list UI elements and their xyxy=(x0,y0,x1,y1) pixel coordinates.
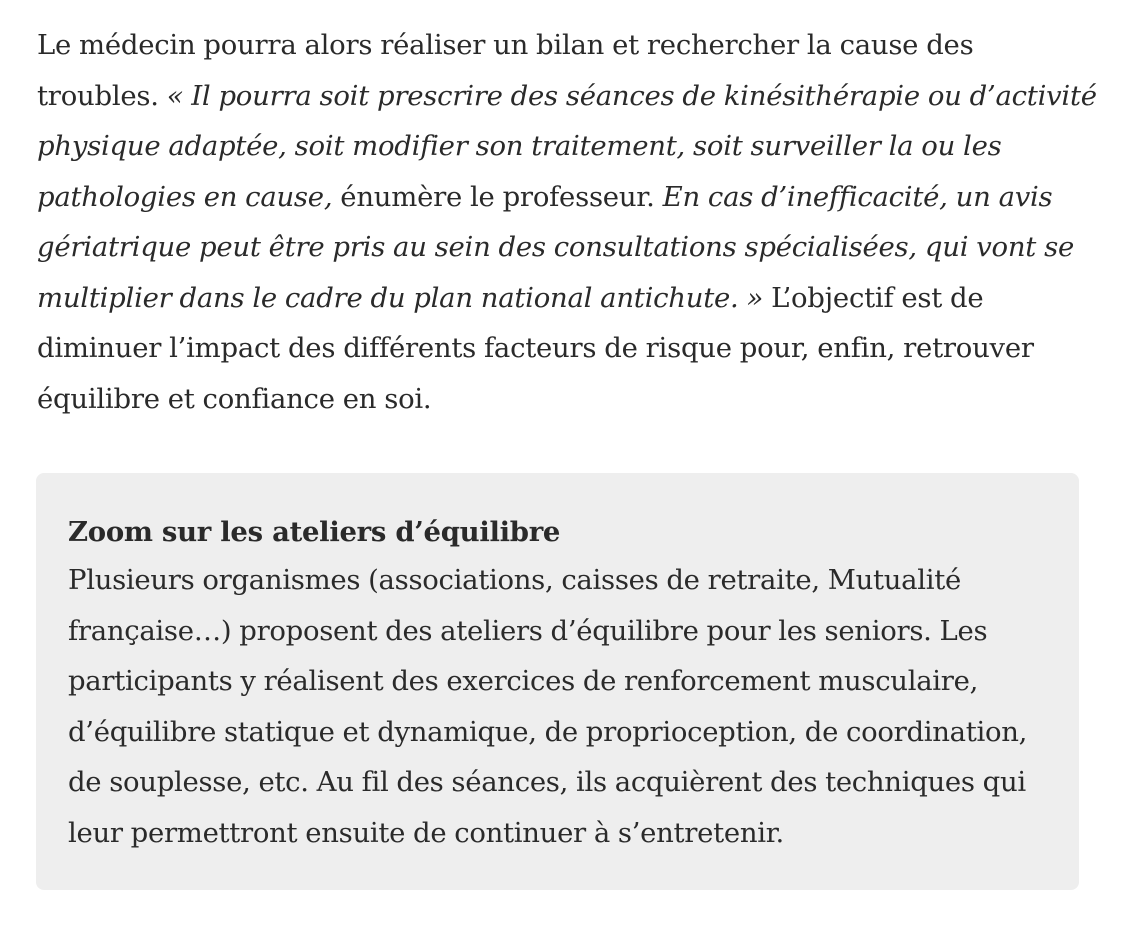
quote-1: « Il pourra soit prescrire des séances de kinésithérapie ou d’activité physique adaptée, soit modifier son traitement, soit surveiller la ou les pathologies en cause, xyxy=(37,79,1097,213)
quote-2: En cas d’inefficacité, un avis gériatrique peut être pris au sein des consultations spécialisées, qui vont se multiplier dans le cadre du plan national antichute. » xyxy=(37,180,1074,314)
paragraph-text-1: Le médecin pourra alors réaliser un bilan et rechercher la cause des troubles. xyxy=(37,29,974,112)
info-box-text: Plusieurs organismes (associations, caisses de retraite, Mutualité française…) proposent des ateliers d’équilibre pour les seniors. Les participants y réalisent des exercices de renforcement musculaire, d’équilibre statique et dynamique, de proprioception, de coordination, de souplesse, etc. Au fil des séances, ils acquièrent des techniques qui leur permettront ensuite de continuer à s’entretenir. xyxy=(68,564,1028,849)
info-box xyxy=(36,473,1079,890)
paragraph-text-3: L’objectif est de diminuer l’impact des différents facteurs de risque pour, enfin, retrouver équilibre et confiance en soi. xyxy=(37,281,1034,415)
paragraph-text-2: énumère le professeur. xyxy=(332,180,663,213)
info-box-title: Zoom sur les ateliers d’équilibre xyxy=(68,516,561,548)
article-paragraph xyxy=(37,20,1097,424)
article-body xyxy=(37,20,1097,424)
